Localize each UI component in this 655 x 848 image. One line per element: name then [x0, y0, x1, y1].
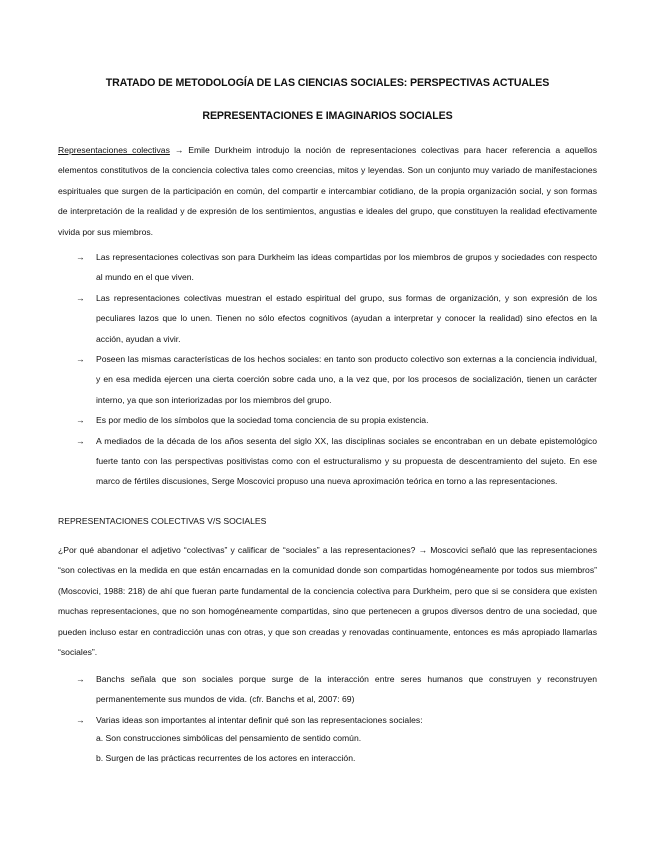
- document-title: TRATADO DE METODOLOGÍA DE LAS CIENCIAS SOCIALES: PERSPECTIVAS ACTUALES: [105, 77, 550, 89]
- list-item: [76, 288, 597, 349]
- list-item: [76, 247, 597, 288]
- sub-item-a: a. Son construcciones simbólicas del pensamiento de sentido común.: [96, 733, 362, 743]
- document-subtitle: REPRESENTACIONES E IMAGINARIOS SOCIALES: [202, 110, 453, 122]
- list-item-text: Las representaciones colectivas son para Durkheim las ideas compartidas por los miembros de grupos y sociedades con respecto al mundo en el que viven.: [96, 252, 597, 283]
- bullet-list-durkheim: [76, 247, 597, 492]
- section-text: Moscovici señaló que las representaciones “son colectivas en la medida en que están encarnadas en la comunidad donde son compartidas homogéneamente por todos sus miembros” (Moscovici, 1988: 218) de ahí que fueran parte fundamental de la conciencia colectiva para Durkheim, pero que si se considera que existen muchas representaciones, que no son homogéneamente compartidas, sino que pertenecen a grupos diversos dentro de una sociedad, que pueden incluso estar en contradicción unas con otras, y que son creadas y renovadas continuamente, entonces es más apropiado llamarlas “sociales”.: [58, 545, 598, 658]
- arrow-icon: →: [76, 292, 85, 303]
- arrow-icon: →: [76, 354, 85, 365]
- list-item: [76, 669, 597, 710]
- section-question: ¿Por qué abandonar el adjetivo “colectivas” y calificar de “sociales” a las representaciones?: [58, 545, 416, 555]
- arrow-icon: →: [76, 674, 85, 684]
- list-item-text: Banchs señala que son sociales porque surge de la interacción entre seres humanos que construyen y reconstruyen permanentemente sus mundos de vida. (cfr. Banchs et al, 2007: 69): [96, 674, 597, 705]
- intro-paragraph: [58, 140, 597, 242]
- list-item: [76, 431, 597, 492]
- section-arrow: →: [418, 545, 428, 555]
- list-item-text: Varias ideas son importantes al intentar definir qué son las representaciones sociales:: [96, 714, 423, 725]
- section-paragraph: [58, 540, 597, 662]
- list-item-text: A mediados de la década de los años sesenta del siglo XX, las disciplinas sociales se encontraban en un debate epistemológico fuerte tanto con las perspectivas positivistas como con el estructuralismo y su propuesta de descentramiento del sujeto. En ese marco de fértiles discusiones, Serge Moscovici propuso una nueva aproximación teórica en torno a las representaciones.: [96, 435, 597, 487]
- intro-term: Representaciones colectivas: [58, 145, 170, 155]
- list-item-text: Las representaciones colectivas muestran el estado espiritual del grupo, sus formas de organización, y son expresión de los peculiares lazos que lo unen. Tienen no sólo efectos cognitivos (ayudan a interpretar y conocer la realidad) sino efectos en la acción, ayudan a vivir.: [96, 292, 597, 344]
- list-item-text: Es por medio de los símbolos que la sociedad toma conciencia de su propia existencia.: [96, 415, 429, 426]
- arrow-icon: →: [76, 714, 85, 725]
- intro-arrow: →: [174, 145, 184, 155]
- section-heading: REPRESENTACIONES COLECTIVAS V/S SOCIALES: [58, 516, 267, 526]
- list-item: [76, 410, 597, 430]
- list-item-text: Poseen las mismas características de los hechos sociales: en tanto son producto colectivo son externas a la conciencia individual, y en esa medida ejercen una cierta coerción sobre cada uno, a la vez que, por los procesos de socialización, tienen un carácter interno, ya que son interiorizadas por los miembros del grupo.: [96, 354, 597, 405]
- arrow-icon: →: [76, 435, 85, 446]
- bullet-list-sociales: [76, 669, 597, 730]
- sub-item-b: b. Surgen de las prácticas recurrentes de los actores en interacción.: [96, 753, 356, 763]
- intro-text: Emile Durkheim introdujo la noción de representaciones colectivas para hacer referencia a aquellos elementos constitutivos de la conciencia colectiva tales como creencias, mitos y leyendas. Son un conjunto muy variado de manifestaciones espirituales que surgen de la participación en común, del compartir e intercambiar cotidiano, de la propia organización social, y son formas de interpretación de la realidad y de expresión de los sentimientos, angustias e ideales del grupo, que constituyen la realidad efectivamente vivida por sus miembros.: [58, 145, 598, 237]
- arrow-icon: →: [76, 415, 85, 426]
- list-item: [76, 349, 597, 410]
- arrow-icon: →: [76, 252, 85, 262]
